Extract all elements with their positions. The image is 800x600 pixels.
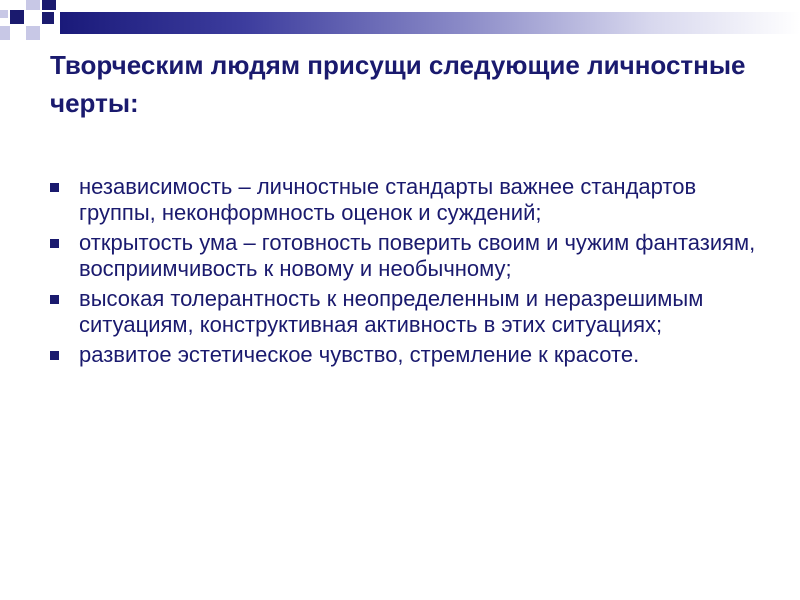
slide-title: Творческим людям присущи следующие личностные черты: [50, 50, 746, 118]
bullet-item [47, 342, 767, 368]
square-bullet-icon [50, 239, 59, 248]
gradient-band [60, 12, 800, 34]
bullet-text: развитое эстетическое чувство, стремление к красоте. [79, 342, 640, 367]
decor-square [26, 26, 40, 40]
header-decoration [0, 0, 800, 48]
bullet-text: высокая толерантность к неопределенным и неразрешимым ситуациям, конструктивная активность в этих ситуациях; [79, 286, 704, 337]
bullet-item [47, 174, 767, 226]
square-bullet-icon [50, 351, 59, 360]
bullet-text: независимость – личностные стандарты важнее стандартов группы, неконформность оценок и суждений; [79, 174, 697, 225]
bullet-list [47, 174, 767, 372]
decor-square [26, 0, 40, 10]
decor-square [42, 0, 56, 10]
decor-square [0, 10, 8, 18]
bullet-item [47, 230, 767, 282]
decor-square [0, 26, 10, 40]
square-bullet-icon [50, 295, 59, 304]
decor-square [10, 10, 24, 24]
square-bullet-icon [50, 183, 59, 192]
bullet-text: открытость ума – готовность поверить своим и чужим фантазиям, восприимчивость к новому и необычному; [79, 230, 756, 281]
bullet-item [47, 286, 767, 338]
decor-square [42, 12, 54, 24]
